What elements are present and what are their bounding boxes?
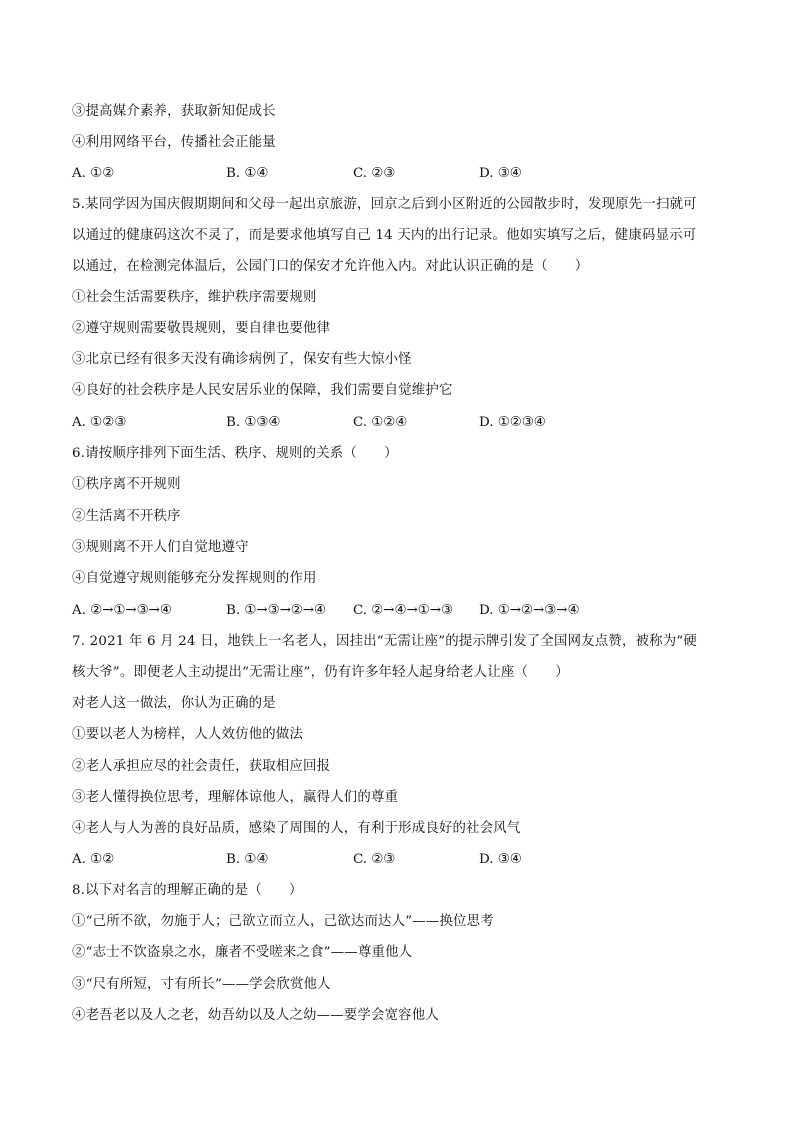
q5-stem-line-1: 5.某同学因为国庆假期期间和父母一起出京旅游，回京之后到小区附近的公园散步时，发现原先一扫就可 bbox=[72, 197, 697, 212]
q6-option-b[interactable]: B. ①→③→②→④ bbox=[226, 603, 327, 618]
q5-item-1: ①社会生活需要秩序，维护秩序需要规则 bbox=[72, 290, 317, 305]
q5-item-4: ④良好的社会秩序是人民安居乐业的保障，我们需要自觉维护它 bbox=[72, 383, 453, 398]
q6-item-4: ④自觉遵守规则能够充分发挥规则的作用 bbox=[72, 571, 317, 586]
q7-stem-line-3: 对老人这一做法，你认为正确的是 bbox=[72, 696, 276, 711]
q7-stem-line-2: 核大爷”。即便老人主动提出“无需让座”，仍有许多年轻人起身给老人让座（ ） bbox=[72, 665, 569, 680]
q6-item-1: ①秩序离不开规则 bbox=[72, 477, 181, 492]
q7-item-1: ①要以老人为榜样，人人效仿他的做法 bbox=[72, 727, 304, 742]
q8-item-1: ①“己所不欲，勿施于人；己欲立而立人，己欲达而达人”——换位思考 bbox=[72, 914, 494, 929]
q7-item-3: ③老人懂得换位思考，理解体谅他人，赢得人们的尊重 bbox=[72, 790, 399, 805]
q5-stem-line-3: 以通过，在检测完体温后，公园门口的保安才允许他入内。对此认识正确的是（ ） bbox=[72, 259, 589, 274]
q6-item-3: ③规则离不开人们自觉地遵守 bbox=[72, 540, 249, 555]
q4-item-3: ③提高媒介素养，获取新知促成长 bbox=[72, 104, 276, 119]
q7-item-4: ④老人与人为善的良好品质，感染了周围的人，有利于形成良好的社会风气 bbox=[72, 821, 521, 836]
q5-stem-line-2: 以通过的健康码这次不灵了，而是要求他填写自己 14 天内的出行记录。他如实填写之后，健康码显示可 bbox=[72, 228, 697, 243]
q5-item-3: ③北京已经有很多天没有确诊病例了，保安有些大惊小怪 bbox=[72, 352, 412, 367]
q6-option-d[interactable]: D. ①→②→③→④ bbox=[479, 603, 580, 618]
q4-option-a[interactable]: A. ①② bbox=[72, 166, 115, 181]
q5-option-a[interactable]: A. ①②③ bbox=[72, 415, 127, 430]
q7-item-2: ②老人承担应尽的社会责任，获取相应回报 bbox=[72, 759, 331, 774]
q4-option-c[interactable]: C. ②③ bbox=[353, 166, 396, 181]
q6-option-a[interactable]: A. ②→①→③→④ bbox=[72, 603, 172, 618]
q8-item-3: ③“尺有所短，寸有所长”——学会欣赏他人 bbox=[72, 977, 331, 992]
q6-option-c[interactable]: C. ②→④→①→③ bbox=[353, 603, 453, 618]
q4-option-d[interactable]: D. ③④ bbox=[479, 166, 522, 181]
q5-option-d[interactable]: D. ①②③④ bbox=[479, 415, 546, 430]
q5-option-b[interactable]: B. ①③④ bbox=[226, 415, 281, 430]
q8-item-4: ④老吾老以及人之老，幼吾幼以及人之幼——要学会宽容他人 bbox=[72, 1008, 439, 1023]
q5-item-2: ②遵守规则需要敬畏规则，要自律也要他律 bbox=[72, 321, 331, 336]
q7-stem-line-1: 7. 2021 年 6 月 24 日，地铁上一名老人，因挂出“无需让座”的提示牌引发了全国网友点赞，被称为“硬 bbox=[72, 634, 697, 649]
q8-stem: 8.以下对名言的理解正确的是（ ） bbox=[72, 883, 303, 898]
q4-option-b[interactable]: B. ①④ bbox=[226, 166, 269, 181]
q7-option-a[interactable]: A. ①② bbox=[72, 852, 115, 867]
q5-option-c[interactable]: C. ①②④ bbox=[353, 415, 408, 430]
q7-option-d[interactable]: D. ③④ bbox=[479, 852, 522, 867]
q4-item-4: ④利用网络平台，传播社会正能量 bbox=[72, 135, 276, 150]
q7-option-b[interactable]: B. ①④ bbox=[226, 852, 269, 867]
q6-item-2: ②生活离不开秩序 bbox=[72, 509, 181, 524]
q7-option-c[interactable]: C. ②③ bbox=[353, 852, 396, 867]
q8-item-2: ②“志士不饮盗泉之水，廉者不受嗟来之食”——尊重他人 bbox=[72, 945, 413, 960]
q6-stem: 6.请按顺序排列下面生活、秩序、规则的关系（ ） bbox=[72, 446, 398, 461]
